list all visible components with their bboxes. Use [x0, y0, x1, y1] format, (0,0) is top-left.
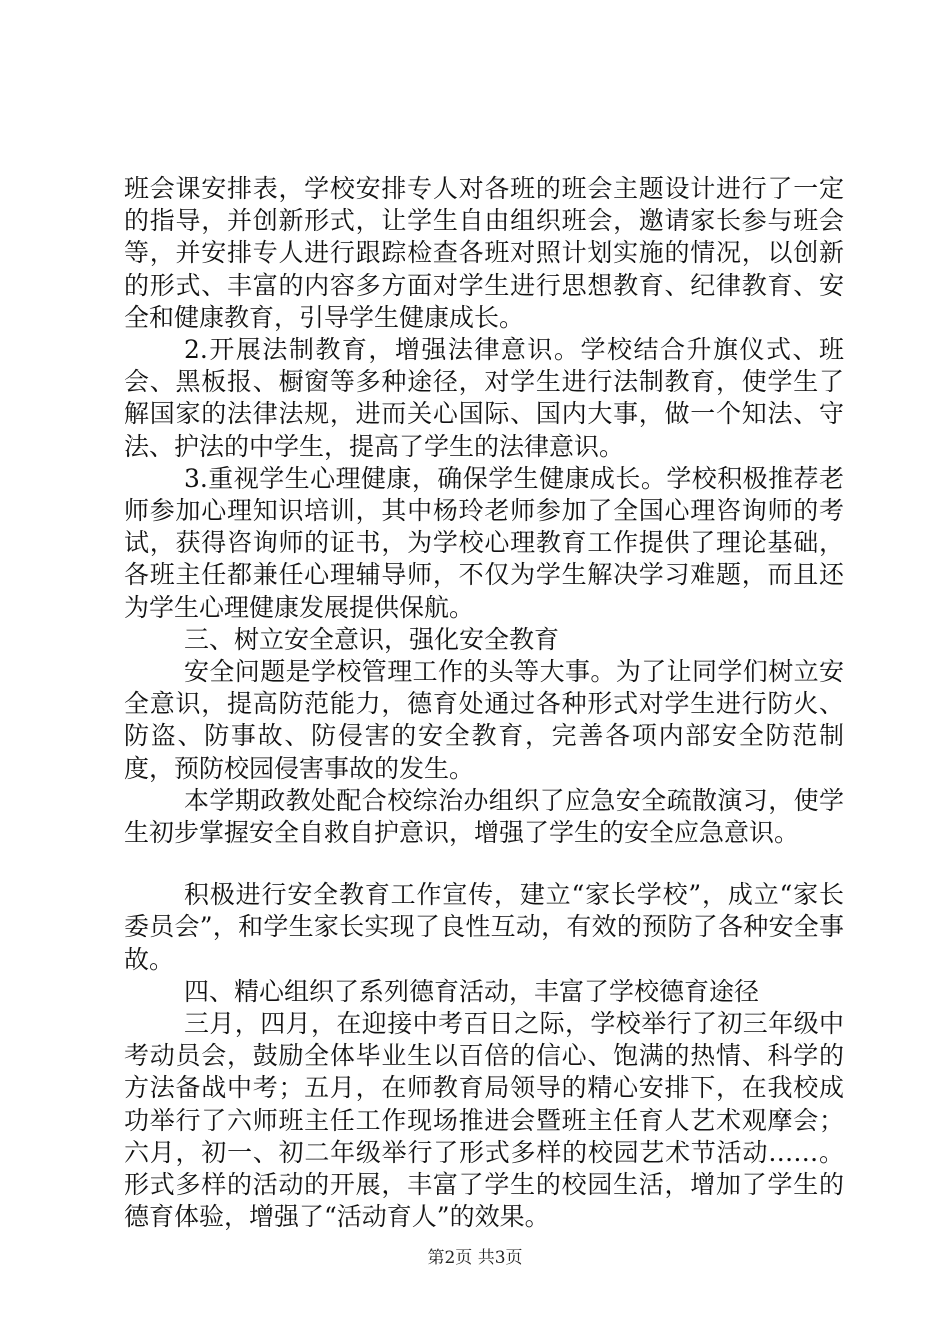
paragraph-parent-school: 积极进行安全教育工作宣传，建立“家长学校”，成立“家长委员会”，和学生家长实现了良性互动，有效的预防了各种安全事故。	[124, 880, 844, 974]
paragraph-safety-management: 安全问题是学校管理工作的头等大事。为了让同学们树立安全意识，提高防范能力，德育处通过各种形式对学生进行防火、防盗、防事故、防侵害的安全教育，完善各项内部安全防范制度，预防校园侵害事故的发生。	[124, 657, 844, 783]
paragraph-activities: 三月，四月，在迎接中考百日之际，学校举行了初三年级中考动员会，鼓励全体毕业生以百倍的信心、饱满的热情、科学的方法备战中考；五月，在师教育局领导的精心安排下，在我校成功举行了六师班主任工作现场推进会暨班主任育人艺术观摩会；六月，初一、初二年级举行了形式多样的校园艺术节活动……。形式多样的活动的开展，丰富了学生的校园生活，增加了学生的德育体验，增强了“活动育人”的效果。	[124, 1009, 844, 1232]
document-body	[124, 173, 844, 1234]
page-number-footer: 第2页 共3页	[427, 1248, 523, 1268]
paragraph-class-meeting: 班会课安排表，学校安排专人对各班的班会主题设计进行了一定的指导，并创新形式，让学生自由组织班会，邀请家长参与班会等，并安排专人进行跟踪检查各班对照计划实施的情况，以创新的形式、丰富的内容多方面对学生进行思想教育、纪律教育、安全和健康教育，引导学生健康成长。	[124, 174, 844, 332]
paragraph-mental-health: 3.重视学生心理健康，确保学生健康成长。学校积极推荐老师参加心理知识培训，其中杨玲老师参加了全国心理咨询师的考试，获得咨询师的证书，为学校心理教育工作提供了理论基础，各班主任都兼任心理辅导师，不仅为学生解决学习难题，而且还为学生心理健康发展提供保航。	[124, 463, 844, 622]
paragraph-legal-education: 2.开展法制教育，增强法律意识。学校结合升旗仪式、班会、黑板报、橱窗等多种途径，对学生进行法制教育，使学生了解国家的法律法规，进而关心国际、国内大事，做一个知法、守法、护法的中学生，提高了学生的法律意识。	[124, 335, 844, 461]
section-heading-activities: 四、精心组织了系列德育活动，丰富了学校德育途径	[184, 976, 760, 1006]
section-heading-safety: 三、树立安全意识，强化安全教育	[184, 624, 560, 654]
paragraph-evacuation-drill: 本学期政教处配合校综治办组织了应急安全疏散演习，使学生初步掌握安全自救自护意识，增强了学生的安全应急意识。	[124, 785, 844, 848]
